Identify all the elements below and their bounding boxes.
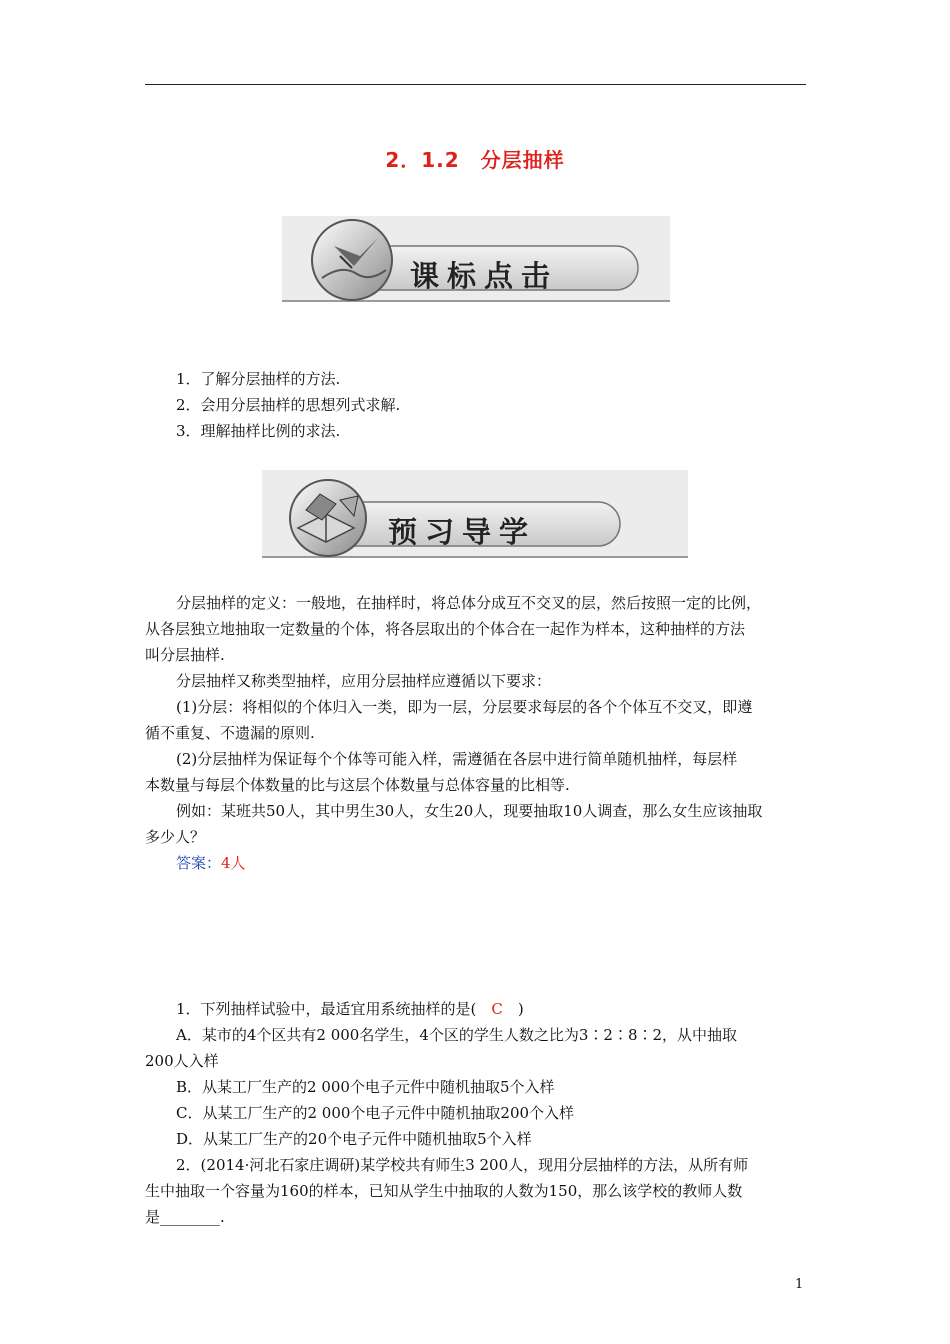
question-1-answer: C <box>491 1000 503 1018</box>
definition-text: 叫分层抽样. <box>145 646 225 664</box>
page-number: 1 <box>795 1277 804 1292</box>
answer-label: 答案： <box>176 854 222 872</box>
banner-label: 预习导学 <box>388 515 537 549</box>
header-rule <box>145 84 806 85</box>
banner-preview-study <box>262 470 688 562</box>
example-text: 例如：某班共50人，其中男生30人，女生20人，现要抽取10人调查，那么女生应该抽取 <box>176 802 763 820</box>
option-c: C．从某工厂生产的2 000个电子元件中随机抽取200个入样 <box>176 1104 575 1122</box>
answer-value: 4人 <box>221 854 246 872</box>
requirement-2: 本数量与每层个体数量的比与这层个体数量与总体容量的比相等. <box>145 776 570 794</box>
requirement-1: 循不重复、不遗漏的原则. <box>145 724 315 742</box>
question-2: 是________. <box>145 1208 225 1226</box>
requirements-intro: 分层抽样又称类型抽样，应用分层抽样应遵循以下要求： <box>176 672 552 690</box>
definition-text: 从各层独立地抽取一定数量的个体，将各层取出的个体合在一起作为样本，这种抽样的方法 <box>145 620 746 638</box>
banner-course-standards <box>282 216 670 306</box>
requirement-2: (2)分层抽样为保证每个个体等可能入样，需遵循在各层中进行简单随机抽样，每层样 <box>176 750 738 768</box>
question-text: 1．下列抽样试验中，最适宜用系统抽样的是( <box>176 1000 492 1018</box>
requirement-1: (1)分层：将相似的个体归入一类，即为一层，分层要求每层的各个个体互不交叉，即遵 <box>176 698 753 716</box>
answer-line <box>176 850 807 876</box>
option-b: B．从某工厂生产的2 000个电子元件中随机抽取5个入样 <box>176 1078 555 1096</box>
objective-item: 1．了解分层抽样的方法. <box>176 370 341 388</box>
objective-item: 2．会用分层抽样的思想列式求解. <box>176 396 401 414</box>
page-title: 2．1.2 分层抽样 <box>385 148 565 172</box>
option-a: A．某市的4个区共有2 000名学生，4个区的学生人数之比为3∶2∶8∶2，从中抽取 <box>176 1026 738 1044</box>
option-a: 200人入样 <box>145 1052 219 1070</box>
definition-text: 分层抽样的定义：一般地，在抽样时，将总体分成互不交叉的层，然后按照一定的比例， <box>176 594 762 612</box>
question-1-stem <box>176 996 807 1022</box>
question-2: 2．(2014·河北石家庄调研)某学校共有师生3 200人，现用分层抽样的方法，从所有师 <box>176 1156 749 1174</box>
banner-label: 课标点击 <box>410 259 559 293</box>
objective-item: 3．理解抽样比例的求法. <box>176 422 341 440</box>
option-d: D．从某工厂生产的20个电子元件中随机抽取5个入样 <box>176 1130 532 1148</box>
question-text: ) <box>502 1000 524 1018</box>
question-2: 生中抽取一个容量为160的样本，已知从学生中抽取的人数为150，那么该学校的教师人数 <box>145 1182 743 1200</box>
example-text: 多少人？ <box>145 828 206 846</box>
